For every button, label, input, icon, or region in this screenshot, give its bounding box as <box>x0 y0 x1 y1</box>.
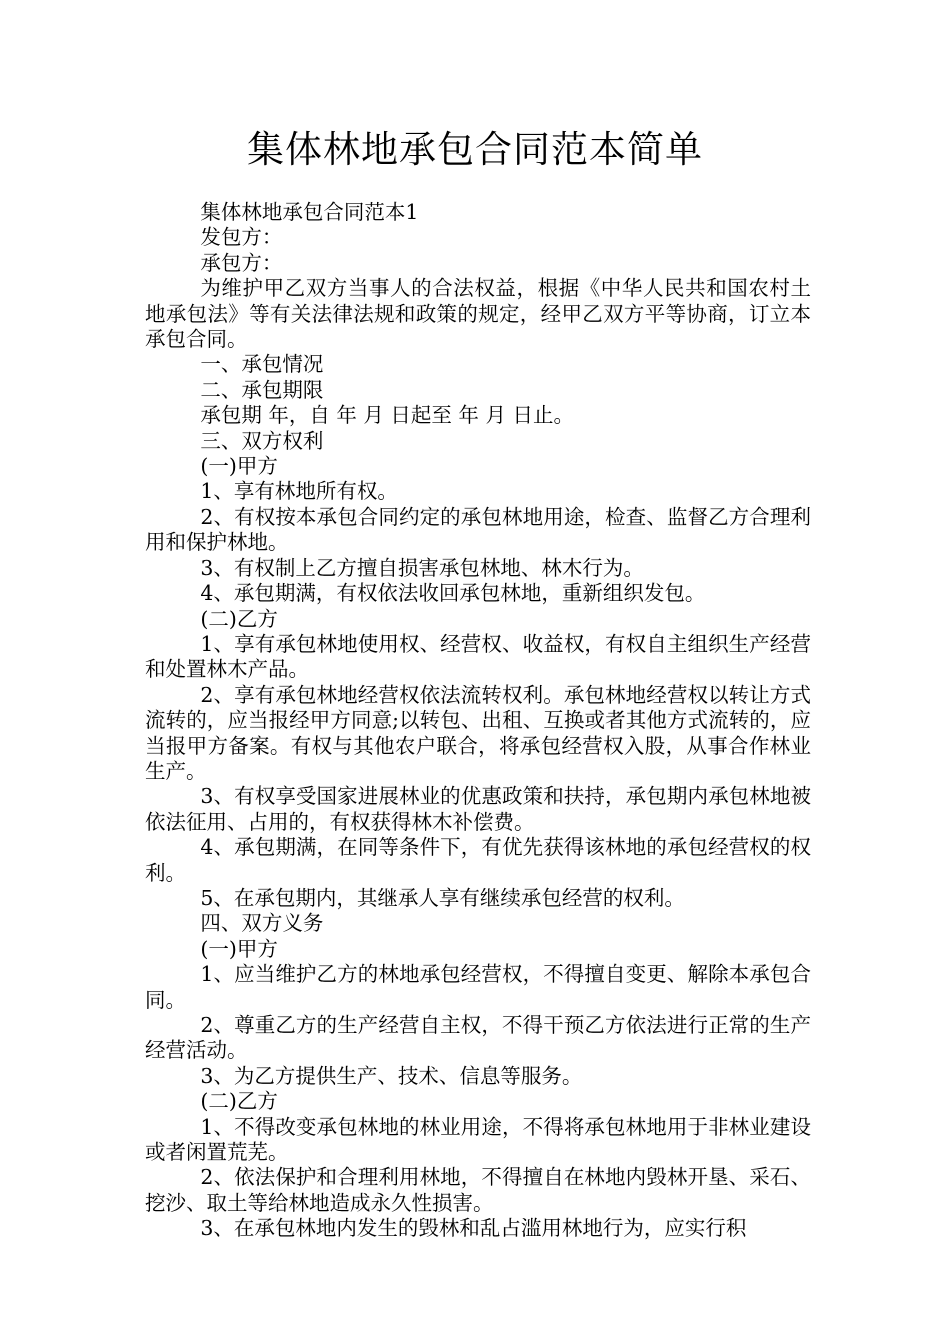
party-b-duty-3: 3、在承包林地内发生的毁林和乱占滥用林地行为，应实行积 <box>200 1216 747 1241</box>
section-heading-4: 四、双方义务 <box>200 911 324 936</box>
party-a-right-4: 4、承包期满，有权依法收回承包林地，重新组织发包。 <box>200 581 706 606</box>
party-b-right-5: 5、在承包期内，其继承人享有继续承包经营的权利。 <box>200 885 685 910</box>
preamble-paragraph: 为维护甲乙双方当事人的合法权益，根据《中华人民共和国农村土地承包法》等有关法律法规和政策的规定，经甲乙双方平等协商，订立本承包合同。 <box>145 276 811 352</box>
party-a-duty-2: 2、尊重乙方的生产经营自主权，不得干预乙方依法进行正常的生产经营活动。 <box>145 1013 811 1063</box>
party-b-duty-2: 2、依法保护和合理利用林地，不得擅自在林地内毁林开垦、采石、挖沙、取土等给林地造成永久性损害。 <box>145 1165 811 1215</box>
subheading-party-a-rights: (一)甲方 <box>200 454 278 479</box>
party-a-right-2: 2、有权按本承包合同约定的承包林地用途，检查、监督乙方合理利用和保护林地。 <box>145 504 811 555</box>
subheading-party-b-duties: (二)乙方 <box>200 1089 278 1114</box>
party-a-right-3: 3、有权制上乙方擅自损害承包林地、林木行为。 <box>200 555 644 580</box>
section-heading-1: 一、承包情况 <box>200 352 324 377</box>
party-a-right-1: 1、享有林地所有权。 <box>200 479 398 504</box>
party-a-label: 发包方： <box>200 225 283 250</box>
section-heading-2: 二、承包期限 <box>200 377 324 402</box>
party-b-right-3: 3、有权享受国家进展林业的优惠政策和扶持，承包期内承包林地被依法征用、占用的，有权获得林木补偿费。 <box>145 784 811 834</box>
party-b-duty-1: 1、不得改变承包林地的林业用途，不得将承包林地用于非林业建设或者闲置荒芜。 <box>145 1114 811 1165</box>
subheading-party-b-rights: (二)乙方 <box>200 606 278 631</box>
term-paragraph: 承包期 年，自 年 月 日起至 年 月 日止。 <box>200 403 574 428</box>
heading-contract-template: 集体林地承包合同范本1 <box>200 200 419 224</box>
party-b-right-4: 4、承包期满，在同等条件下，有优先获得该林地的承包经营权的权利。 <box>145 835 811 885</box>
party-b-right-2: 2、享有承包林地经营权依法流转权利。承包林地经营权以转让方式流转的，应当报经甲方同意;以转包、出租、互换或者其他方式流转的，应当报甲方备案。有权与其他农户联合，将承包经营权入股，从事合作林业生产。 <box>145 682 811 783</box>
party-b-label: 承包方： <box>200 250 283 275</box>
section-heading-3: 三、双方权利 <box>200 428 324 453</box>
subheading-party-a-duties: (一)甲方 <box>200 936 278 961</box>
document-title: 集体林地承包合同范本简单 <box>247 128 703 171</box>
document-body <box>145 200 811 1242</box>
party-a-duty-3: 3、为乙方提供生产、技术、信息等服务。 <box>200 1063 583 1088</box>
party-b-right-1: 1、享有承包林地使用权、经营权、收益权，有权自主组织生产经营和处置林木产品。 <box>145 631 811 682</box>
party-a-duty-1: 1、应当维护乙方的林地承包经营权，不得擅自变更、解除本承包合同。 <box>145 962 811 1012</box>
